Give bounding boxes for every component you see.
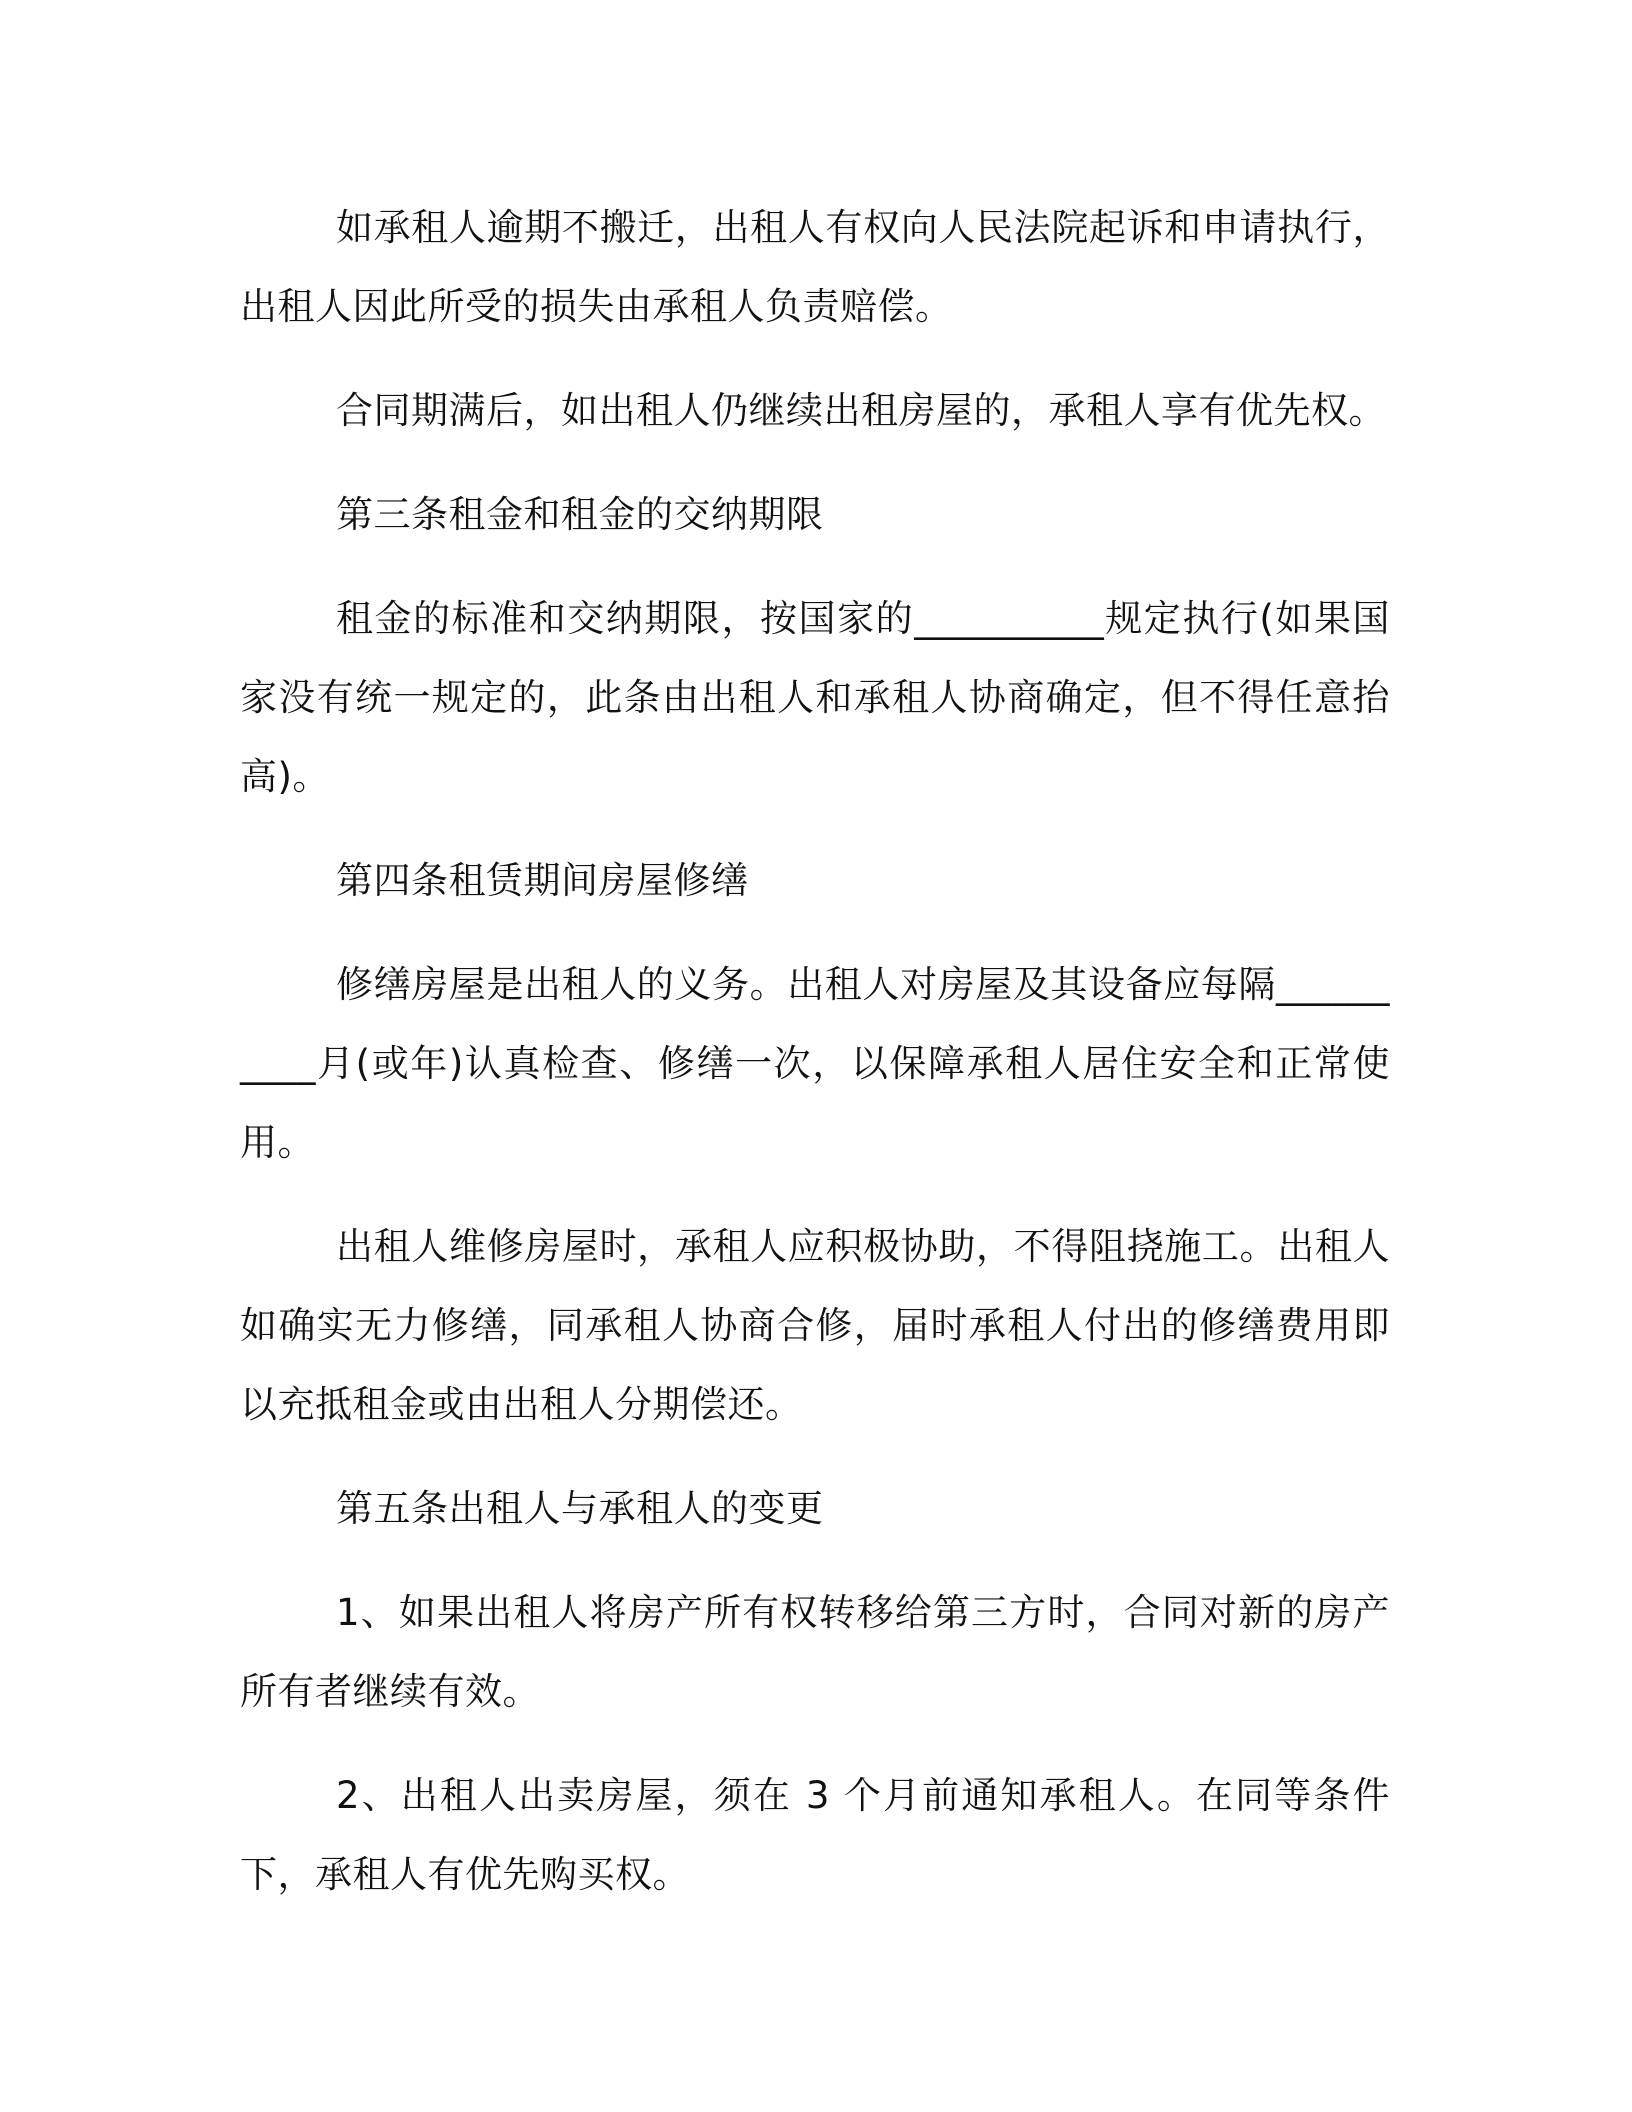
- paragraph-repair-duty: 修缮房屋是出租人的义务。出租人对房屋及其设备应每隔__________月(或年)认真检查、修缮一次，以保障承租人居住安全和正常使用。: [240, 963, 1390, 1164]
- paragraph-ownership-transfer: 1、如果出租人将房产所有权转移给第三方时，合同对新的房产所有者继续有效。: [240, 1591, 1390, 1713]
- article-5-heading: 第五条出租人与承租人的变更: [336, 1487, 824, 1530]
- paragraph-tenant-overdue: 如承租人逾期不搬迁，出租人有权向人民法院起诉和申请执行，出租人因此所受的损失由承租人负责赔偿。: [240, 206, 1390, 328]
- paragraph-rent-standard: 租金的标准和交纳期限，按国家的__________规定执行(如果国家没有统一规定的，此条由出租人和承租人协商确定，但不得任意抬高)。: [240, 597, 1390, 798]
- paragraph-sale-notice: 2、出租人出卖房屋，须在 3 个月前通知承租人。在同等条件下，承租人有优先购买权。: [240, 1774, 1390, 1896]
- article-3-heading: 第三条租金和租金的交纳期限: [336, 493, 824, 536]
- paragraph-repair-cooperation: 出租人维修房屋时，承租人应积极协助，不得阻挠施工。出租人如确实无力修缮，同承租人协商合修，届时承租人付出的修缮费用即以充抵租金或由出租人分期偿还。: [240, 1225, 1390, 1426]
- paragraph-renewal-priority: 合同期满后，如出租人仍继续出租房屋的，承租人享有优先权。: [336, 389, 1386, 432]
- document-body: [240, 188, 1390, 1939]
- article-4-heading: 第四条租赁期间房屋修缮: [336, 859, 749, 902]
